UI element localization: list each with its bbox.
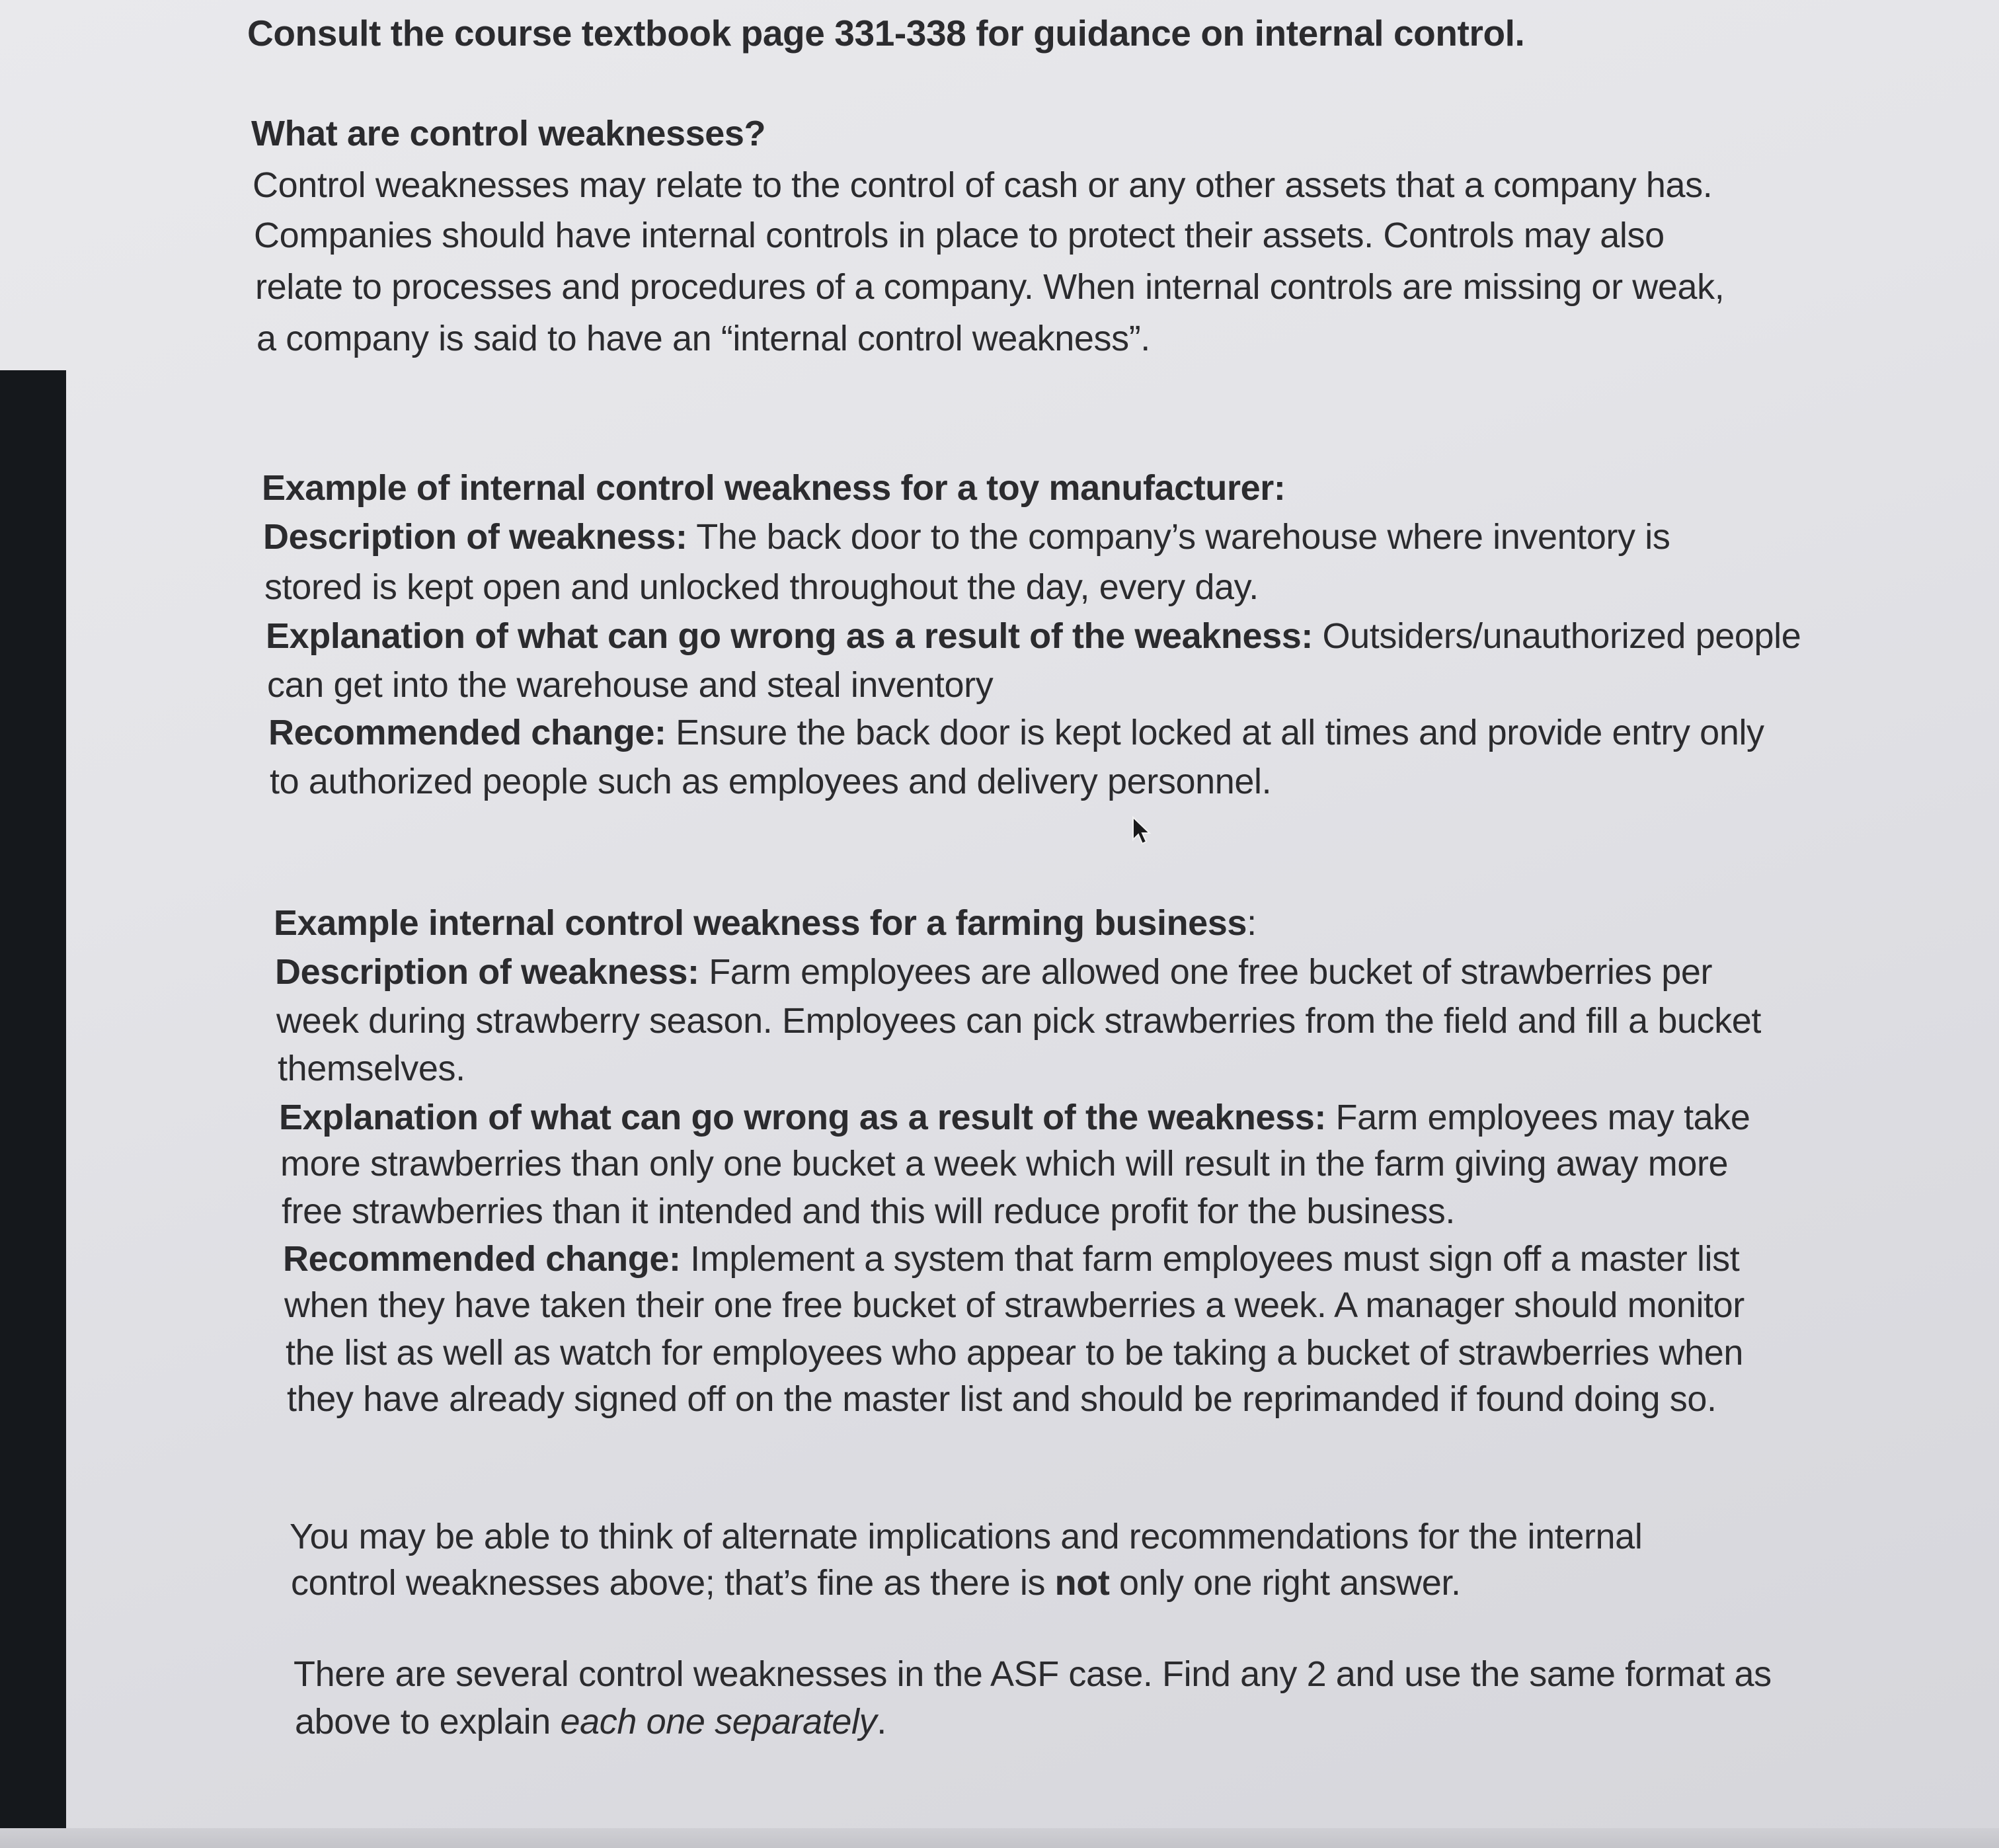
example1-explanation-cont: can get into the warehouse and steal inventory: [267, 665, 994, 705]
note-text: only one right answer.: [1109, 1563, 1461, 1603]
description-text: The back door to the company’s warehouse where inventory is: [687, 517, 1670, 557]
task-line: There are several control weaknesses in the ASF case. Find any 2 and use the same format as: [294, 1654, 1772, 1694]
example1-explanation: [266, 611, 1801, 661]
note-emphasis: not: [1054, 1563, 1110, 1603]
task-text: .: [877, 1702, 886, 1742]
explanation-text: Farm employees may take: [1325, 1098, 1750, 1137]
task-emphasis: each one separately: [560, 1702, 877, 1742]
task-line: [295, 1697, 886, 1747]
explanation-text: Outsiders/unauthorized people: [1312, 616, 1801, 656]
mouse-pointer-icon: [1132, 816, 1152, 845]
example2-heading-colon: :: [1247, 903, 1257, 943]
example2-recommendation: [283, 1234, 1739, 1284]
example2-description: [275, 947, 1712, 997]
example2-heading-text: Example internal control weakness for a farming business: [274, 903, 1247, 943]
description-label: Description of weakness:: [263, 517, 687, 557]
example2-description-cont: themselves.: [278, 1049, 465, 1088]
description-text: Farm employees are allowed one free bucket of strawberries per: [699, 952, 1713, 992]
example1-description-cont: stored is kept open and unlocked throughout the day, every day.: [264, 567, 1259, 607]
note-line: You may be able to think of alternate implications and recommendations for the internal: [290, 1517, 1643, 1556]
task-text: above to explain: [295, 1702, 561, 1742]
example1-recommendation: [268, 707, 1764, 758]
section-text-line: relate to processes and procedures of a company. When internal controls are missing or weak,: [255, 267, 1725, 307]
intro-line: Consult the course textbook page 331-338 for guidance on internal control.: [247, 13, 1525, 54]
example1-heading: Example of internal control weakness for a toy manufacturer:: [262, 468, 1286, 508]
section-text-line: Control weaknesses may relate to the control of cash or any other assets that a company has.: [253, 165, 1713, 205]
example1-recommendation-cont: to authorized people such as employees and delivery personnel.: [270, 762, 1272, 801]
description-label: Description of weakness:: [275, 952, 699, 992]
recommendation-text: Ensure the back door is kept locked at all times and provide entry only: [666, 713, 1764, 752]
recommendation-label: Recommended change:: [268, 713, 666, 752]
example2-recommendation-cont: they have already signed off on the master list and should be reprimanded if found doing so.: [287, 1379, 1717, 1419]
example2-heading: [274, 898, 1257, 948]
example2-description-cont: week during strawberry season. Employees can pick strawberries from the field and fill a bucket: [276, 1001, 1762, 1041]
example1-description: [263, 512, 1670, 562]
example2-recommendation-cont: the list as well as watch for employees who appear to be taking a bucket of strawberries when: [286, 1333, 1743, 1373]
example2-explanation: [279, 1092, 1750, 1143]
note-line: [291, 1558, 1461, 1608]
example2-explanation-cont: more strawberries than only one bucket a week which will result in the farm giving away more: [280, 1144, 1729, 1184]
explanation-label: Explanation of what can go wrong as a result of the weakness:: [279, 1098, 1326, 1137]
section-text-line: Companies should have internal controls in place to protect their assets. Controls may also: [254, 216, 1665, 255]
note-text: control weaknesses above; that’s fine as there is: [291, 1563, 1055, 1603]
recommendation-label: Recommended change:: [283, 1239, 681, 1279]
explanation-label: Explanation of what can go wrong as a result of the weakness:: [266, 616, 1313, 656]
recommendation-text: Implement a system that farm employees must sign off a master list: [680, 1239, 1740, 1279]
section-heading: What are control weaknesses?: [251, 114, 766, 153]
section-text-line: a company is said to have an “internal control weakness”.: [256, 319, 1150, 358]
example2-recommendation-cont: when they have taken their one free bucket of strawberries a week. A manager should monitor: [284, 1285, 1744, 1325]
example2-explanation-cont: free strawberries than it intended and this will reduce profit for the business.: [282, 1191, 1455, 1231]
